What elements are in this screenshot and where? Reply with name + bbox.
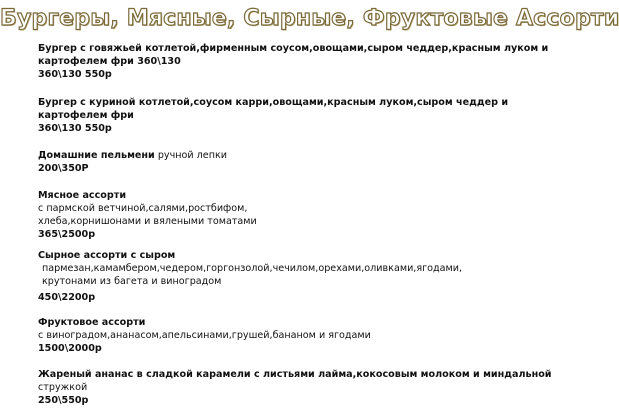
- menu-item-meat-platter: [38, 189, 488, 241]
- menu-item-name: Бургер с куриной котлетой,соусом карри,овощами,красным луком,сыром чеддер и: [38, 97, 509, 108]
- menu-item-chicken-burger: [38, 96, 509, 135]
- menu-item-description: стружкой: [38, 382, 88, 393]
- menu-item-beef-burger: [38, 42, 549, 81]
- menu-item-cheese-platter: [38, 249, 488, 304]
- menu-item-fried-pineapple: [38, 368, 552, 407]
- menu-item-description: картофелем фри: [38, 110, 134, 121]
- page-title: Бургеры, Мясные, Сырные, Фруктовые Ассорти: [0, 6, 619, 31]
- menu-item-dumplings: [38, 149, 488, 175]
- menu-item-description: с пармской ветчиной,салями,ростбифом,: [38, 203, 248, 214]
- menu-item-name: Жареный ананас в сладкой карамели с листьями лайма,кокосовым молоком и миндальной: [38, 369, 552, 380]
- menu-item-price: 450\2200р: [38, 292, 96, 303]
- menu-item-price: 360\130 550р: [38, 123, 112, 134]
- menu-item-name: Фруктовое ассорти: [38, 317, 146, 328]
- menu-item-price: 1500\2000р: [38, 343, 102, 354]
- menu-item-name-suffix: ручной лепки: [154, 150, 228, 161]
- menu-item-description: пармезан,камамбером,чедером,горгонзолой,чечилом,орехами,оливками,ягодами,: [42, 263, 463, 274]
- menu-item-price: 250\550р: [38, 395, 89, 406]
- menu-item-name: Сырное ассорти с сыром: [38, 250, 176, 261]
- menu-item-description: крутонами из багета и виноградом: [42, 276, 222, 287]
- menu-item-description: с виноградом,ананасом,апельсинами,грушей,бананом и ягодами: [38, 330, 371, 341]
- menu-item-description: картофелем фри 360\130: [38, 56, 181, 67]
- menu-item-name: Домашние пельмени: [38, 150, 155, 161]
- menu-item-price: 365\2500р: [38, 229, 96, 240]
- menu-item-price: 200\350Р: [38, 163, 89, 174]
- menu-item-price: 360\130 550р: [38, 69, 112, 80]
- menu-item-description: хлеба,корнишонами и вялеными томатами: [38, 216, 257, 227]
- menu-item-name: Мясное ассорти: [38, 190, 127, 201]
- menu-item-name: Бургер с говяжьей котлетой,фирменным соусом,овощами,сыром чеддер,красным луком и: [38, 43, 549, 54]
- menu-item-fruit-platter: [38, 316, 488, 355]
